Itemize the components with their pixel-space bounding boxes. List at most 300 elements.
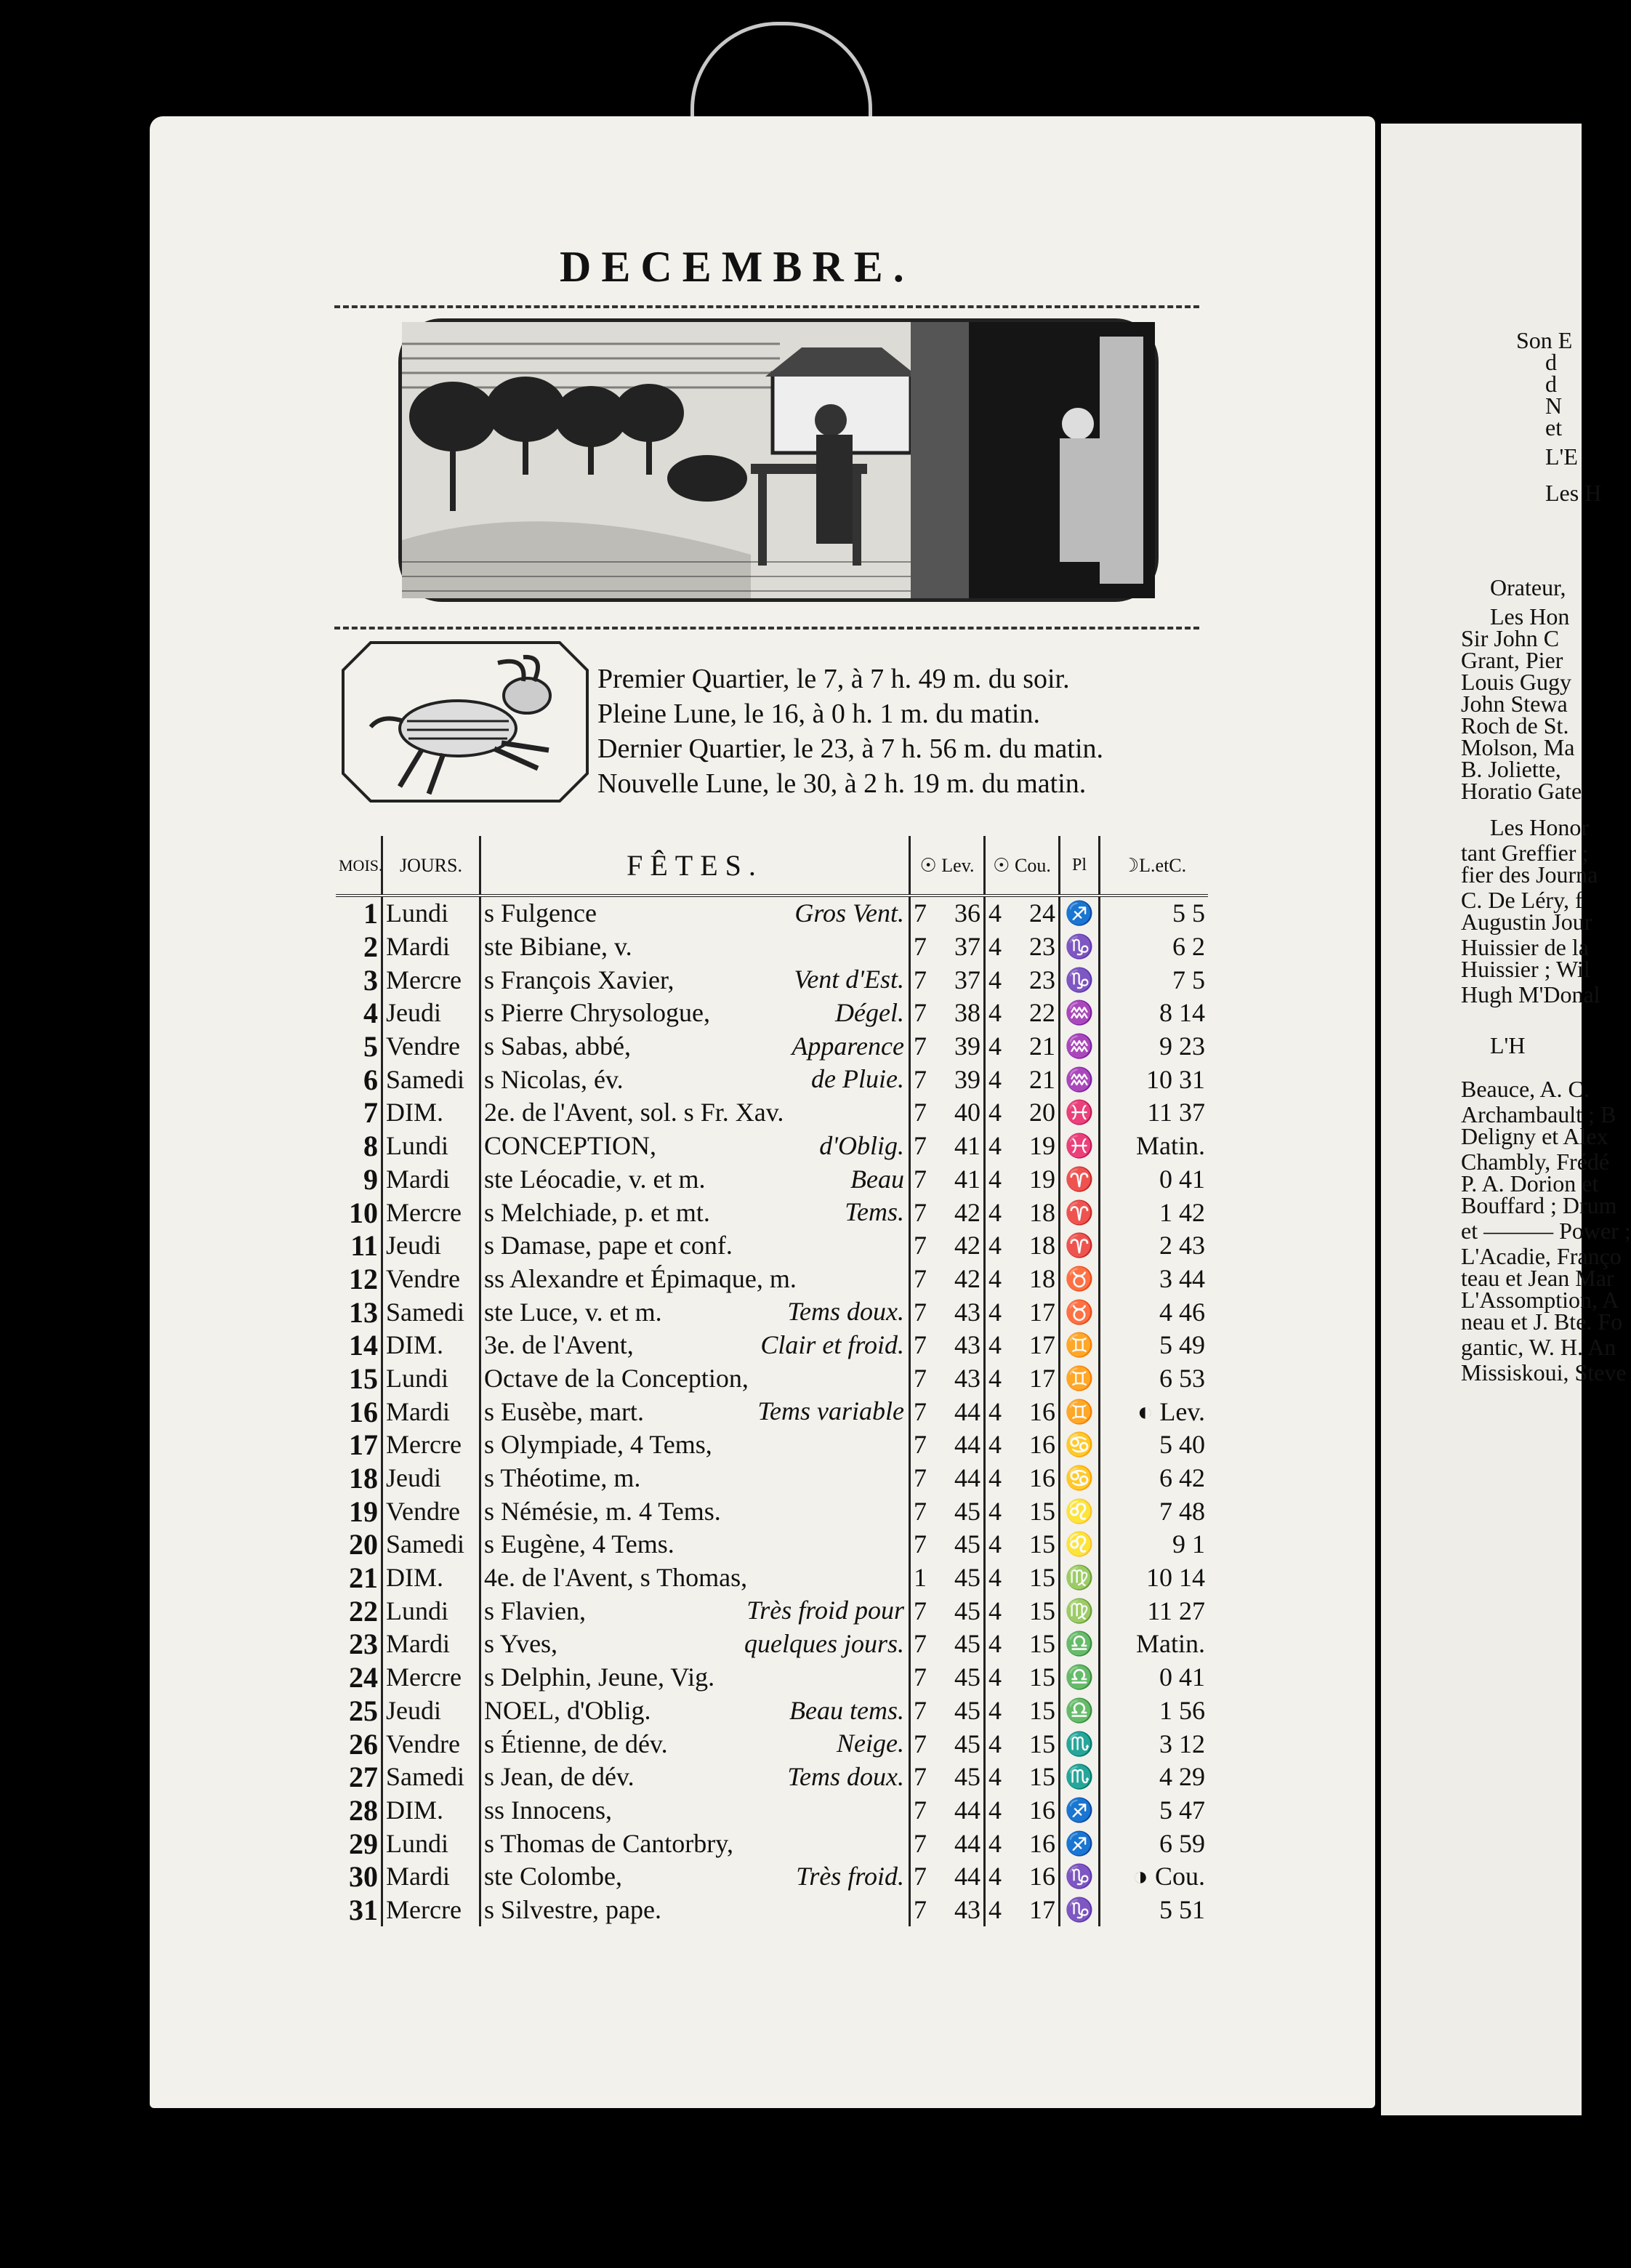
- feast: [480, 1263, 910, 1296]
- facing-page-text: B. Joliette,: [1461, 756, 1561, 782]
- feast-name: s Eusèbe, mart.: [484, 1396, 644, 1426]
- sunrise-hour: 7: [914, 1297, 927, 1327]
- sunset-hour: 4: [988, 1894, 1002, 1924]
- feast: [480, 1295, 910, 1329]
- facing-page: [1381, 124, 1631, 2115]
- facing-page-text: et: [1545, 414, 1563, 441]
- sunset-minute: 15: [1022, 1628, 1060, 1661]
- sunset-hour: 4: [988, 1064, 1002, 1094]
- facing-page-text: Roch de St.: [1461, 712, 1569, 739]
- zodiac-sign: ♍: [1060, 1561, 1100, 1595]
- sunset-hour: 4: [988, 1862, 1002, 1891]
- feast-name: ss Alexandre et Épimaque, m.: [484, 1263, 797, 1293]
- sunrise-minute: 44: [947, 1462, 985, 1495]
- feast: [480, 1594, 910, 1628]
- sunrise-hour: 7: [914, 965, 927, 994]
- sunrise-minute: 42: [947, 1196, 985, 1229]
- feast-name: s Silvestre, pape.: [484, 1894, 661, 1924]
- zodiac-sign: ♉: [1060, 1263, 1100, 1296]
- moon-time: 7 48: [1159, 1496, 1205, 1526]
- feast: [480, 1794, 910, 1827]
- day-number: 28: [336, 1794, 382, 1827]
- sunset-hour: 4: [988, 1263, 1002, 1293]
- weekday: Mardi: [382, 1163, 480, 1197]
- weekday: DIM.: [382, 1096, 480, 1130]
- moon-time: 5 47: [1159, 1795, 1205, 1825]
- facing-page-text: Huissier ; Wil: [1461, 956, 1590, 982]
- moon-time: ◑ Cou.: [1132, 1862, 1205, 1891]
- moon-time: 4 29: [1159, 1762, 1205, 1792]
- sunset-hour: 4: [988, 1695, 1002, 1725]
- sunrise-hour: 7: [914, 1496, 927, 1526]
- weather-note: d'Oblig.: [819, 1130, 904, 1160]
- sunrise-minute: 37: [947, 930, 985, 964]
- sunrise-minute: 39: [947, 1030, 985, 1063]
- month-title: DECEMBRE.: [560, 243, 914, 291]
- sunrise-minute: 45: [947, 1694, 985, 1728]
- weekday: Lundi: [382, 1130, 480, 1163]
- feast: [480, 1727, 910, 1761]
- sunrise-hour: 7: [914, 1396, 927, 1426]
- calendar-row: [336, 1727, 1208, 1761]
- weekday: DIM.: [382, 1794, 480, 1827]
- facing-page-text: Les H: [1545, 480, 1602, 506]
- sunset-minute: 16: [1022, 1827, 1060, 1860]
- day-number: 13: [336, 1295, 382, 1329]
- weekday: Mardi: [382, 1628, 480, 1661]
- zodiac-sign: ♏: [1060, 1727, 1100, 1761]
- zodiac-sign: ♉: [1060, 1295, 1100, 1329]
- zodiac-sign: ♍: [1060, 1594, 1100, 1628]
- moon-time: 6 59: [1159, 1828, 1205, 1858]
- zodiac-sign: ♈: [1060, 1196, 1100, 1229]
- calendar-row: [336, 896, 1208, 930]
- goat-icon: [342, 641, 589, 803]
- feast: [480, 896, 910, 930]
- zodiac-sign: ♑: [1060, 930, 1100, 964]
- day-number: 29: [336, 1827, 382, 1860]
- feast: [480, 1196, 910, 1229]
- moon-time: 11 27: [1147, 1596, 1205, 1625]
- moon-time: 9 23: [1159, 1032, 1205, 1061]
- feast-name: CONCEPTION,: [484, 1131, 657, 1161]
- feast: [480, 997, 910, 1030]
- day-number: 6: [336, 1063, 382, 1096]
- calendar-row: [336, 1229, 1208, 1263]
- feast-name: s Melchiade, p. et mt.: [484, 1197, 710, 1227]
- day-number: 23: [336, 1628, 382, 1661]
- weekday: Vendre: [382, 1495, 480, 1528]
- calendar-row: [336, 1030, 1208, 1063]
- calendar-row: [336, 1827, 1208, 1860]
- sunset-hour: 4: [988, 1231, 1002, 1260]
- weekday: Lundi: [382, 896, 480, 930]
- zodiac-sign: ♑: [1060, 1894, 1100, 1927]
- facing-page-text: Archambault ; B: [1461, 1101, 1616, 1127]
- moon-time: 9 1: [1172, 1529, 1205, 1559]
- sunrise-minute: 45: [947, 1528, 985, 1561]
- moon-phase-last-quarter: Dernier Quartier, le 23, à 7 h. 56 m. du matin.: [597, 733, 1104, 764]
- day-number: 18: [336, 1462, 382, 1495]
- moon-time: 10 31: [1146, 1064, 1205, 1094]
- sunset-minute: 16: [1022, 1860, 1060, 1894]
- moon-time: 8 14: [1159, 998, 1205, 1028]
- sunset-hour: 4: [988, 1529, 1002, 1559]
- sunrise-minute: 41: [947, 1163, 985, 1197]
- sunset-minute: 15: [1022, 1727, 1060, 1761]
- weather-note: Gros Vent.: [794, 898, 904, 928]
- feast: [480, 1894, 910, 1927]
- sunrise-minute: 38: [947, 997, 985, 1030]
- moon-time: 0 41: [1159, 1164, 1205, 1194]
- sunrise-minute: 45: [947, 1561, 985, 1595]
- sunset-minute: 21: [1022, 1063, 1060, 1096]
- calendar-header-row: [336, 836, 1208, 896]
- moon-time: 3 44: [1159, 1263, 1205, 1293]
- feast: [480, 1362, 910, 1396]
- feast: [480, 1395, 910, 1428]
- moon-phase-full-moon: Pleine Lune, le 16, à 0 h. 1 m. du matin.: [597, 699, 1040, 729]
- zodiac-sign: ♋: [1060, 1428, 1100, 1462]
- sunrise-hour: 7: [914, 1098, 927, 1127]
- sunrise-minute: 44: [947, 1794, 985, 1827]
- zodiac-sign: ♒: [1060, 1030, 1100, 1063]
- zodiac-sign: ♐: [1060, 1794, 1100, 1827]
- weekday: Vendre: [382, 1727, 480, 1761]
- day-number: 16: [336, 1395, 382, 1428]
- sunrise-minute: 41: [947, 1130, 985, 1163]
- feast-name: ss Innocens,: [484, 1795, 612, 1825]
- sunset-minute: 15: [1022, 1694, 1060, 1728]
- sunrise-hour: 7: [914, 1762, 927, 1792]
- sunset-hour: 4: [988, 932, 1002, 962]
- sunset-minute: 17: [1022, 1362, 1060, 1396]
- sunset-hour: 4: [988, 1197, 1002, 1227]
- sunset-minute: 15: [1022, 1528, 1060, 1561]
- weather-note: Apparence: [792, 1031, 904, 1061]
- sunrise-minute: 42: [947, 1263, 985, 1296]
- sunset-hour: 4: [988, 1330, 1002, 1360]
- feast: [480, 1694, 910, 1728]
- facing-page-text: et ——— Power ;: [1461, 1218, 1631, 1244]
- facing-page-text: Beauce, A. C.: [1461, 1076, 1590, 1102]
- facing-page-text: P. A. Dorion et: [1461, 1170, 1599, 1197]
- zodiac-sign: ♓: [1060, 1096, 1100, 1130]
- sunrise-hour: 7: [914, 1164, 927, 1194]
- weather-note: Tems doux.: [787, 1297, 904, 1327]
- sunrise-hour: 7: [914, 1064, 927, 1094]
- day-number: 25: [336, 1694, 382, 1728]
- sunrise-hour: 7: [914, 1330, 927, 1360]
- calendar-row: [336, 1561, 1208, 1595]
- facing-page-text: neau et J. Bte. Fo: [1461, 1308, 1623, 1335]
- facing-page-text: Orateur,: [1490, 574, 1566, 600]
- calendar-row: [336, 1661, 1208, 1694]
- zodiac-sign: ♌: [1060, 1495, 1100, 1528]
- zodiac-sign: ♋: [1060, 1462, 1100, 1495]
- sunset-hour: 4: [988, 1563, 1002, 1593]
- weather-note: Très froid pour: [746, 1596, 904, 1625]
- weekday: Vendre: [382, 1263, 480, 1296]
- sunrise-minute: 45: [947, 1495, 985, 1528]
- zodiac-sign: ♊: [1060, 1329, 1100, 1362]
- facing-page-text: L'H: [1490, 1032, 1526, 1058]
- feast-name: Octave de la Conception,: [484, 1363, 749, 1393]
- sunrise-hour: 7: [914, 1131, 927, 1161]
- feast-name: s Delphin, Jeune, Vig.: [484, 1662, 715, 1692]
- calendar-row: [336, 1329, 1208, 1362]
- sunset-minute: 16: [1022, 1395, 1060, 1428]
- calendar-row: [336, 1295, 1208, 1329]
- farm-scene-illustration: [402, 322, 1155, 598]
- facing-page-text: Hugh M'Donal: [1461, 981, 1600, 1008]
- feast-name: NOEL, d'Oblig.: [484, 1695, 651, 1725]
- feast-name: s Fulgence: [484, 898, 597, 928]
- sunset-hour: 4: [988, 1297, 1002, 1327]
- zodiac-sign: ♐: [1060, 896, 1100, 930]
- zodiac-sign: ♊: [1060, 1362, 1100, 1396]
- moon-time: 7 5: [1172, 965, 1205, 994]
- mid-rule: [334, 627, 1199, 630]
- feast-name: s Yves,: [484, 1629, 558, 1659]
- facing-page-text: L'Acadie, Franço: [1461, 1243, 1622, 1269]
- day-number: 30: [336, 1860, 382, 1894]
- weather-note: quelques jours.: [744, 1629, 904, 1659]
- sunset-hour: 4: [988, 965, 1002, 994]
- moon-time: 5 51: [1159, 1894, 1205, 1924]
- facing-page-text: Grant, Pier: [1461, 647, 1563, 673]
- moon-time: 2 43: [1159, 1231, 1205, 1260]
- calendar-row: [336, 1196, 1208, 1229]
- feast-name: s Nicolas, év.: [484, 1064, 624, 1094]
- sunrise-minute: 42: [947, 1229, 985, 1263]
- sunset-minute: 16: [1022, 1428, 1060, 1462]
- feast: [480, 1827, 910, 1860]
- facing-page-text: Les Hon: [1490, 603, 1570, 630]
- weekday: DIM.: [382, 1329, 480, 1362]
- weekday: Mercre: [382, 1894, 480, 1927]
- weather-note: Vent d'Est.: [794, 965, 904, 994]
- zodiac-sign: ♐: [1060, 1827, 1100, 1860]
- sunrise-hour: 7: [914, 1363, 927, 1393]
- day-number: 1: [336, 896, 382, 930]
- weather-note: Tems doux.: [787, 1761, 904, 1791]
- sunrise-hour: 7: [914, 1197, 927, 1227]
- calendar-row: [336, 1694, 1208, 1728]
- zodiac-sign: ♓: [1060, 1130, 1100, 1163]
- zodiac-sign: ♒: [1060, 1063, 1100, 1096]
- sunrise-hour: 7: [914, 1729, 927, 1758]
- sunset-hour: 4: [988, 1098, 1002, 1127]
- day-number: 10: [336, 1196, 382, 1229]
- day-number: 31: [336, 1894, 382, 1927]
- facing-page-text: L'E: [1545, 443, 1578, 470]
- weekday: DIM.: [382, 1561, 480, 1595]
- feast-name: s Jean, de dév.: [484, 1762, 635, 1792]
- day-number: 8: [336, 1130, 382, 1163]
- sunrise-minute: 43: [947, 1329, 985, 1362]
- sunset-hour: 4: [988, 1032, 1002, 1061]
- zodiac-sign: ♌: [1060, 1528, 1100, 1561]
- sunset-hour: 4: [988, 1131, 1002, 1161]
- sunset-minute: 15: [1022, 1561, 1060, 1595]
- weekday: Samedi: [382, 1761, 480, 1794]
- feast: [480, 1229, 910, 1263]
- sunset-hour: 4: [988, 1596, 1002, 1625]
- moon-time: 6 2: [1172, 932, 1205, 962]
- weather-note: Beau: [850, 1164, 904, 1194]
- facing-page-text: Molson, Ma: [1461, 734, 1575, 760]
- weekday: Samedi: [382, 1295, 480, 1329]
- sunset-minute: 17: [1022, 1329, 1060, 1362]
- zodiac-sign: ♑: [1060, 963, 1100, 997]
- feast: [480, 1528, 910, 1561]
- sunrise-hour: 7: [914, 1862, 927, 1891]
- sunset-minute: 17: [1022, 1894, 1060, 1927]
- weekday: Mercre: [382, 963, 480, 997]
- moon-time: Matin.: [1136, 1131, 1205, 1161]
- sunset-minute: 19: [1022, 1130, 1060, 1163]
- calendar-row: [336, 1594, 1208, 1628]
- facing-page-text: tant Greffier ;: [1461, 840, 1589, 866]
- weekday: Mardi: [382, 1860, 480, 1894]
- sunset-minute: 15: [1022, 1761, 1060, 1794]
- day-number: 4: [336, 997, 382, 1030]
- sunset-minute: 23: [1022, 930, 1060, 964]
- feast-name: ste Léocadie, v. et m.: [484, 1164, 706, 1194]
- facing-page-text: L'Assomption, A: [1461, 1287, 1619, 1313]
- weekday: Mardi: [382, 1395, 480, 1428]
- moon-time: Matin.: [1136, 1629, 1205, 1659]
- feast: [480, 1096, 910, 1130]
- sunset-minute: 17: [1022, 1295, 1060, 1329]
- header-moon: ☽L.etC.: [1100, 836, 1209, 896]
- header-jours: JOURS.: [382, 836, 480, 896]
- sunset-hour: 4: [988, 1828, 1002, 1858]
- calendar-row: [336, 1063, 1208, 1096]
- sunset-minute: 19: [1022, 1163, 1060, 1197]
- sunset-hour: 4: [988, 1795, 1002, 1825]
- sunrise-minute: 43: [947, 1362, 985, 1396]
- feast: [480, 1761, 910, 1794]
- facing-page-text: Augustin Jour: [1461, 909, 1592, 935]
- facing-page-text: N: [1545, 393, 1563, 419]
- moon-time: 0 41: [1159, 1662, 1205, 1692]
- sunrise-hour: 7: [914, 1596, 927, 1625]
- feast-name: s Sabas, abbé,: [484, 1032, 631, 1061]
- sunset-minute: 15: [1022, 1661, 1060, 1694]
- sunrise-hour: 7: [914, 1463, 927, 1493]
- sunset-hour: 4: [988, 1729, 1002, 1758]
- sunset-minute: 24: [1022, 896, 1060, 930]
- sunset-minute: 18: [1022, 1196, 1060, 1229]
- facing-page-text: Chambly, Frédé: [1461, 1149, 1610, 1175]
- sunrise-minute: 44: [947, 1428, 985, 1462]
- sunset-hour: 4: [988, 998, 1002, 1028]
- facing-page-text: gantic, W. H. An: [1461, 1334, 1616, 1360]
- sunrise-minute: 45: [947, 1727, 985, 1761]
- sunrise-minute: 45: [947, 1628, 985, 1661]
- sunset-hour: 4: [988, 1496, 1002, 1526]
- weather-note: Clair et froid.: [760, 1330, 904, 1359]
- sunrise-hour: 7: [914, 1529, 927, 1559]
- moon-time: 6 42: [1159, 1463, 1205, 1493]
- day-number: 2: [336, 930, 382, 964]
- calendar-row: [336, 1462, 1208, 1495]
- weekday: Samedi: [382, 1063, 480, 1096]
- feast: [480, 1628, 910, 1661]
- sunrise-hour: 1: [914, 1563, 927, 1593]
- facing-page-text: Sir John C: [1461, 625, 1560, 651]
- moon-phase-new-moon: Nouvelle Lune, le 30, à 2 h. 19 m. du matin.: [597, 768, 1087, 799]
- moon-time: ◐ Lev.: [1137, 1396, 1205, 1426]
- calendar-row: [336, 1130, 1208, 1163]
- sunset-minute: 16: [1022, 1794, 1060, 1827]
- facing-page-text: d: [1545, 371, 1557, 397]
- moon-time: 5 5: [1172, 898, 1205, 928]
- calendar-row: [336, 1628, 1208, 1661]
- weekday: Jeudi: [382, 997, 480, 1030]
- calendar-row: [336, 1528, 1208, 1561]
- calendar-row: [336, 1860, 1208, 1894]
- weather-note: Beau tems.: [789, 1695, 904, 1725]
- moon-time: 3 12: [1159, 1729, 1205, 1758]
- header-mois: MOIS.: [336, 836, 382, 896]
- zodiac-sign: ♈: [1060, 1229, 1100, 1263]
- sunrise-minute: 44: [947, 1827, 985, 1860]
- weekday: Lundi: [382, 1594, 480, 1628]
- day-number: 15: [336, 1362, 382, 1396]
- calendar-table: [336, 836, 1208, 1926]
- feast-name: ste Luce, v. et m.: [484, 1297, 662, 1327]
- weekday: Mercre: [382, 1196, 480, 1229]
- sunset-hour: 4: [988, 898, 1002, 928]
- header-planet: Pl: [1060, 836, 1100, 896]
- sunrise-minute: 39: [947, 1063, 985, 1096]
- weekday: Jeudi: [382, 1229, 480, 1263]
- feast-name: s François Xavier,: [484, 965, 674, 994]
- facing-page-text: Missiskoui, Steve: [1461, 1359, 1627, 1386]
- feast-name: s Thomas de Cantorbry,: [484, 1828, 733, 1858]
- sunrise-hour: 7: [914, 1695, 927, 1725]
- feast-name: ste Colombe,: [484, 1862, 622, 1891]
- sunrise-hour: 7: [914, 998, 927, 1028]
- sunrise-minute: 43: [947, 1295, 985, 1329]
- feast: [480, 963, 910, 997]
- calendar-row: [336, 1362, 1208, 1396]
- sunrise-hour: 7: [914, 932, 927, 962]
- feast-name: s Flavien,: [484, 1596, 586, 1625]
- weekday: Jeudi: [382, 1694, 480, 1728]
- calendar-row: [336, 1096, 1208, 1130]
- facing-page-text: John Stewa: [1461, 691, 1568, 717]
- day-number: 21: [336, 1561, 382, 1595]
- calendar-row: [336, 1794, 1208, 1827]
- feast: [480, 1495, 910, 1528]
- feast: [480, 1329, 910, 1362]
- sunrise-hour: 7: [914, 1828, 927, 1858]
- weather-note: Très froid.: [796, 1861, 904, 1891]
- weather-note: Tems.: [845, 1197, 904, 1227]
- feast: [480, 1860, 910, 1894]
- sunset-minute: 18: [1022, 1263, 1060, 1296]
- zodiac-sign: ♊: [1060, 1395, 1100, 1428]
- feast-name: 3e. de l'Avent,: [484, 1330, 634, 1360]
- day-number: 22: [336, 1594, 382, 1628]
- facing-page-text: d: [1545, 349, 1557, 375]
- sunrise-minute: 44: [947, 1395, 985, 1428]
- sunset-hour: 4: [988, 1363, 1002, 1393]
